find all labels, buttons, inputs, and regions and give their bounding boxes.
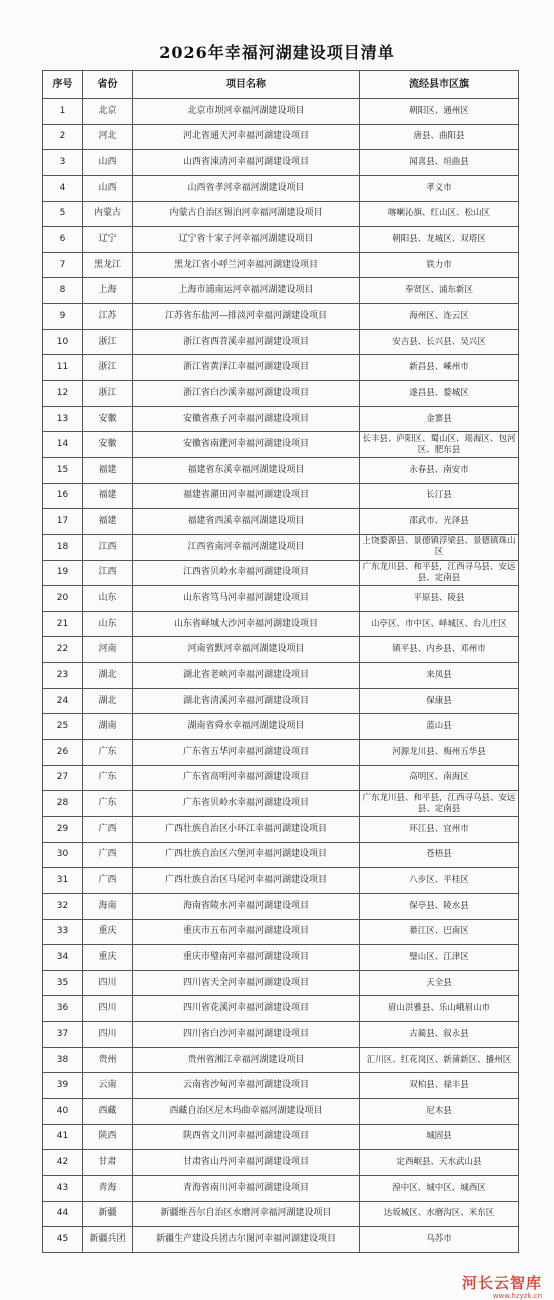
cell-province: 安徽 — [83, 432, 133, 458]
table-row — [43, 1124, 519, 1150]
table-row — [43, 816, 519, 842]
cell-counties: 广东龙川县、和平县，江西寻乌县、安远县、定南县 — [360, 560, 519, 586]
table-row — [43, 586, 519, 612]
column-header-index: 序号 — [43, 71, 83, 99]
cell-project-name: 湖北省老峡河幸福河湖建设项目 — [133, 663, 360, 689]
cell-counties: 蓝山县 — [360, 714, 519, 740]
cell-index: 4 — [43, 175, 83, 201]
table-row — [43, 457, 519, 483]
cell-project-name: 河南省默河幸福河湖建设项目 — [133, 637, 360, 663]
cell-counties: 孝义市 — [360, 175, 519, 201]
cell-index: 8 — [43, 278, 83, 304]
cell-province: 湖北 — [83, 688, 133, 714]
cell-province: 贵州 — [83, 1047, 133, 1073]
cell-province: 浙江 — [83, 329, 133, 355]
cell-province: 湖南 — [83, 714, 133, 740]
cell-index: 15 — [43, 457, 83, 483]
cell-index: 27 — [43, 765, 83, 791]
cell-project-name: 山东省峄城大沙河幸福河湖建设项目 — [133, 611, 360, 637]
cell-project-name: 广西壮族自治区六堡河幸福河湖建设项目 — [133, 842, 360, 868]
cell-province: 浙江 — [83, 355, 133, 381]
cell-counties: 闻喜县、垣曲县 — [360, 150, 519, 176]
cell-province: 河南 — [83, 637, 133, 663]
cell-counties: 永春县、南安市 — [360, 457, 519, 483]
cell-province: 西藏 — [83, 1098, 133, 1124]
cell-index: 29 — [43, 816, 83, 842]
cell-index: 2 — [43, 124, 83, 150]
table-row — [43, 663, 519, 689]
cell-project-name: 辽宁省十家子河幸福河湖建设项目 — [133, 227, 360, 253]
cell-province: 山东 — [83, 586, 133, 612]
table-row — [43, 483, 519, 509]
cell-project-name: 河北省通天河幸福河湖建设项目 — [133, 124, 360, 150]
cell-project-name: 福建省濯田河幸福河湖建设项目 — [133, 483, 360, 509]
cell-project-name: 江西省南河幸福河湖建设项目 — [133, 534, 360, 560]
cell-index: 18 — [43, 534, 83, 560]
cell-counties: 尼木县 — [360, 1098, 519, 1124]
cell-index: 26 — [43, 740, 83, 766]
cell-province: 重庆 — [83, 945, 133, 971]
cell-province: 湖北 — [83, 663, 133, 689]
cell-index: 16 — [43, 483, 83, 509]
cell-index: 19 — [43, 560, 83, 586]
table-row — [43, 919, 519, 945]
table-row — [43, 893, 519, 919]
table-row — [43, 791, 519, 817]
cell-counties: 古蔺县、叙永县 — [360, 1022, 519, 1048]
column-header-counties: 流经县市区旗 — [360, 71, 519, 99]
cell-province: 海南 — [83, 893, 133, 919]
table-row — [43, 175, 519, 201]
cell-province: 新疆 — [83, 1201, 133, 1227]
cell-province: 福建 — [83, 457, 133, 483]
cell-province: 江西 — [83, 560, 133, 586]
cell-counties: 镇平县、内乡县、邓州市 — [360, 637, 519, 663]
cell-index: 45 — [43, 1227, 83, 1253]
table-row — [43, 842, 519, 868]
cell-index: 36 — [43, 996, 83, 1022]
cell-project-name: 陕西省文川河幸福河湖建设项目 — [133, 1124, 360, 1150]
table-row — [43, 406, 519, 432]
cell-project-name: 湖南省舜水幸福河湖建设项目 — [133, 714, 360, 740]
cell-index: 5 — [43, 201, 83, 227]
cell-province: 甘肃 — [83, 1150, 133, 1176]
cell-province: 四川 — [83, 996, 133, 1022]
cell-counties: 金寨县 — [360, 406, 519, 432]
cell-counties: 朝阳县、龙城区、双塔区 — [360, 227, 519, 253]
cell-counties: 定西岷县、天水武山县 — [360, 1150, 519, 1176]
cell-province: 山西 — [83, 175, 133, 201]
cell-index: 3 — [43, 150, 83, 176]
cell-province: 广西 — [83, 816, 133, 842]
cell-project-name: 广东省五华河幸福河湖建设项目 — [133, 740, 360, 766]
cell-counties: 乌苏市 — [360, 1227, 519, 1253]
table-row — [43, 765, 519, 791]
cell-project-name: 云南省沙甸河幸福河湖建设项目 — [133, 1073, 360, 1099]
cell-province: 内蒙古 — [83, 201, 133, 227]
cell-project-name: 上海市浦南运河幸福河湖建设项目 — [133, 278, 360, 304]
table-row — [43, 637, 519, 663]
cell-counties: 八步区、平桂区 — [360, 868, 519, 894]
cell-project-name: 黑龙江省小呼兰河幸福河湖建设项目 — [133, 252, 360, 278]
table-row — [43, 329, 519, 355]
table-row — [43, 381, 519, 407]
cell-index: 39 — [43, 1073, 83, 1099]
table-row — [43, 970, 519, 996]
cell-project-name: 广东省贝岭水幸福河湖建设项目 — [133, 791, 360, 817]
cell-province: 上海 — [83, 278, 133, 304]
cell-index: 21 — [43, 611, 83, 637]
cell-index: 28 — [43, 791, 83, 817]
table-header-row — [43, 71, 519, 99]
cell-counties: 双柏县、禄丰县 — [360, 1073, 519, 1099]
table-row — [43, 868, 519, 894]
cell-counties: 遂昌县、婺城区 — [360, 381, 519, 407]
cell-counties: 高明区、南海区 — [360, 765, 519, 791]
cell-project-name: 新疆维吾尔自治区水磨河幸福河湖建设项目 — [133, 1201, 360, 1227]
cell-province: 北京 — [83, 99, 133, 125]
cell-index: 25 — [43, 714, 83, 740]
cell-province: 青海 — [83, 1175, 133, 1201]
cell-province: 重庆 — [83, 919, 133, 945]
cell-project-name: 北京市坝河幸福河湖建设项目 — [133, 99, 360, 125]
cell-index: 30 — [43, 842, 83, 868]
cell-index: 14 — [43, 432, 83, 458]
cell-project-name: 内蒙古自治区锡泊河幸福河湖建设项目 — [133, 201, 360, 227]
table-row — [43, 1175, 519, 1201]
cell-project-name: 江西省贝岭水幸福河湖建设项目 — [133, 560, 360, 586]
cell-counties: 眉山洪雅县、乐山峨眉山市 — [360, 996, 519, 1022]
cell-province: 广东 — [83, 740, 133, 766]
cell-counties: 海州区、连云区 — [360, 304, 519, 330]
cell-project-name: 广西壮族自治区马尾河幸福河湖建设项目 — [133, 868, 360, 894]
table-row — [43, 227, 519, 253]
table-row — [43, 1073, 519, 1099]
cell-index: 32 — [43, 893, 83, 919]
cell-index: 35 — [43, 970, 83, 996]
cell-province: 山东 — [83, 611, 133, 637]
cell-counties: 来凤县 — [360, 663, 519, 689]
cell-counties: 城固县 — [360, 1124, 519, 1150]
cell-project-name: 广东省高明河幸福河湖建设项目 — [133, 765, 360, 791]
table-row — [43, 278, 519, 304]
table-row — [43, 252, 519, 278]
cell-index: 43 — [43, 1175, 83, 1201]
table-row — [43, 996, 519, 1022]
project-table — [42, 70, 519, 1253]
cell-project-name: 甘肃省山丹河幸福河湖建设项目 — [133, 1150, 360, 1176]
cell-province: 广西 — [83, 868, 133, 894]
cell-project-name: 江苏省东盐河—排淡河幸福河湖建设项目 — [133, 304, 360, 330]
cell-province: 山西 — [83, 150, 133, 176]
table-row — [43, 611, 519, 637]
column-header-province: 省份 — [83, 71, 133, 99]
table-row — [43, 99, 519, 125]
cell-index: 31 — [43, 868, 83, 894]
table-row — [43, 1047, 519, 1073]
table-row — [43, 560, 519, 586]
cell-index: 33 — [43, 919, 83, 945]
cell-index: 42 — [43, 1150, 83, 1176]
cell-index: 37 — [43, 1022, 83, 1048]
cell-project-name: 广西壮族自治区小环江幸福河湖建设项目 — [133, 816, 360, 842]
cell-counties: 河源龙川县、梅州五华县 — [360, 740, 519, 766]
cell-index: 22 — [43, 637, 83, 663]
cell-project-name: 青海省南川河幸福河湖建设项目 — [133, 1175, 360, 1201]
cell-project-name: 山西省涑清河幸福河湖建设项目 — [133, 150, 360, 176]
cell-province: 福建 — [83, 509, 133, 535]
cell-counties: 苍梧县 — [360, 842, 519, 868]
cell-counties: 平原县、陵县 — [360, 586, 519, 612]
table-row — [43, 1201, 519, 1227]
cell-index: 7 — [43, 252, 83, 278]
cell-index: 11 — [43, 355, 83, 381]
cell-counties: 邵武市、光泽县 — [360, 509, 519, 535]
cell-province: 黑龙江 — [83, 252, 133, 278]
table-row — [43, 201, 519, 227]
cell-counties: 璧山区、江津区 — [360, 945, 519, 971]
cell-project-name: 重庆市璧南河幸福河湖建设项目 — [133, 945, 360, 971]
cell-index: 9 — [43, 304, 83, 330]
cell-project-name: 浙江省白沙溪幸福河湖建设项目 — [133, 381, 360, 407]
cell-index: 23 — [43, 663, 83, 689]
cell-project-name: 安徽省燕子河幸福河湖建设项目 — [133, 406, 360, 432]
cell-province: 广西 — [83, 842, 133, 868]
cell-project-name: 四川省白沙河幸福河湖建设项目 — [133, 1022, 360, 1048]
cell-project-name: 海南省陵水河幸福河湖建设项目 — [133, 893, 360, 919]
cell-counties: 环江县、宜州市 — [360, 816, 519, 842]
table-row — [43, 945, 519, 971]
watermark-logo — [462, 1272, 542, 1300]
cell-province: 广东 — [83, 765, 133, 791]
cell-project-name: 安徽省南淝河幸福河湖建设项目 — [133, 432, 360, 458]
cell-project-name: 重庆市五布河幸福河湖建设项目 — [133, 919, 360, 945]
cell-counties: 唐县、曲阳县 — [360, 124, 519, 150]
cell-project-name: 浙江省西苕溪幸福河湖建设项目 — [133, 329, 360, 355]
cell-counties: 达坂城区、水磨沟区、米东区 — [360, 1201, 519, 1227]
cell-counties: 长丰县、庐阳区、蜀山区、瑶海区、包河区、肥东县 — [360, 432, 519, 458]
cell-project-name: 浙江省黄泽江幸福河湖建设项目 — [133, 355, 360, 381]
cell-province: 江苏 — [83, 304, 133, 330]
cell-counties: 广东龙川县、和平县，江西寻乌县、安远县、定南县 — [360, 791, 519, 817]
cell-province: 辽宁 — [83, 227, 133, 253]
cell-index: 41 — [43, 1124, 83, 1150]
cell-counties: 喀喇沁旗、红山区、松山区 — [360, 201, 519, 227]
cell-index: 1 — [43, 99, 83, 125]
cell-index: 44 — [43, 1201, 83, 1227]
cell-counties: 保亭县、陵水县 — [360, 893, 519, 919]
cell-counties: 奉贤区、浦东新区 — [360, 278, 519, 304]
table-row — [43, 432, 519, 458]
watermark-url: www.hzyzk.cn — [492, 1292, 542, 1300]
cell-counties: 湟中区、城中区、城西区 — [360, 1175, 519, 1201]
cell-counties: 汇川区、红花岗区、新蒲新区、播州区 — [360, 1047, 519, 1073]
table-row — [43, 355, 519, 381]
cell-index: 10 — [43, 329, 83, 355]
table-row — [43, 1150, 519, 1176]
watermark-name: 河长云智库 — [461, 1274, 542, 1292]
cell-province: 云南 — [83, 1073, 133, 1099]
cell-index: 20 — [43, 586, 83, 612]
cell-index: 24 — [43, 688, 83, 714]
cell-province: 新疆兵团 — [83, 1227, 133, 1253]
cell-index: 13 — [43, 406, 83, 432]
cell-province: 四川 — [83, 1022, 133, 1048]
table-row — [43, 124, 519, 150]
table-row — [43, 304, 519, 330]
cell-counties: 上饶婺源县、景德镇浮梁县、景德镇珠山区 — [360, 534, 519, 560]
table-row — [43, 150, 519, 176]
cell-index: 17 — [43, 509, 83, 535]
table-row — [43, 534, 519, 560]
cell-province: 江西 — [83, 534, 133, 560]
cell-province: 陕西 — [83, 1124, 133, 1150]
table-row — [43, 688, 519, 714]
cell-counties: 天全县 — [360, 970, 519, 996]
cell-counties: 山亭区、市中区、峄城区、台儿庄区 — [360, 611, 519, 637]
cell-index: 40 — [43, 1098, 83, 1124]
cell-counties: 安吉县、长兴县、吴兴区 — [360, 329, 519, 355]
cell-index: 34 — [43, 945, 83, 971]
cell-project-name: 福建省西溪幸福河湖建设项目 — [133, 509, 360, 535]
table-row — [43, 1227, 519, 1253]
cell-project-name: 四川省天全河幸福河湖建设项目 — [133, 970, 360, 996]
cell-province: 福建 — [83, 483, 133, 509]
cell-province: 广东 — [83, 791, 133, 817]
cell-project-name: 山西省孝河幸福河湖建设项目 — [133, 175, 360, 201]
cell-index: 38 — [43, 1047, 83, 1073]
cell-province: 安徽 — [83, 406, 133, 432]
table-row — [43, 740, 519, 766]
cell-project-name: 西藏自治区尼木玛曲幸福河湖建设项目 — [133, 1098, 360, 1124]
cell-project-name: 新疆生产建设兵团古尔图河幸福河湖建设项目 — [133, 1227, 360, 1253]
column-header-project-name: 项目名称 — [133, 71, 360, 99]
page-title: 2026年幸福河湖建设项目清单 — [159, 43, 395, 62]
table-row — [43, 1022, 519, 1048]
cell-province: 四川 — [83, 970, 133, 996]
cell-counties: 綦江区、巴南区 — [360, 919, 519, 945]
cell-counties: 保康县 — [360, 688, 519, 714]
cell-project-name: 山东省笃马河幸福河湖建设项目 — [133, 586, 360, 612]
cell-project-name: 湖北省清溪河幸福河湖建设项目 — [133, 688, 360, 714]
table-row — [43, 509, 519, 535]
cell-project-name: 贵州省湘江幸福河湖建设项目 — [133, 1047, 360, 1073]
cell-counties: 长汀县 — [360, 483, 519, 509]
cell-project-name: 福建省东溪幸福河湖建设项目 — [133, 457, 360, 483]
table-row — [43, 1098, 519, 1124]
cell-province: 河北 — [83, 124, 133, 150]
cell-index: 6 — [43, 227, 83, 253]
cell-project-name: 四川省花溪河幸福河湖建设项目 — [133, 996, 360, 1022]
cell-index: 12 — [43, 381, 83, 407]
table-row — [43, 714, 519, 740]
cell-counties: 朝阳区、通州区 — [360, 99, 519, 125]
cell-counties: 新昌县、嵊州市 — [360, 355, 519, 381]
cell-counties: 铁力市 — [360, 252, 519, 278]
cell-province: 浙江 — [83, 381, 133, 407]
